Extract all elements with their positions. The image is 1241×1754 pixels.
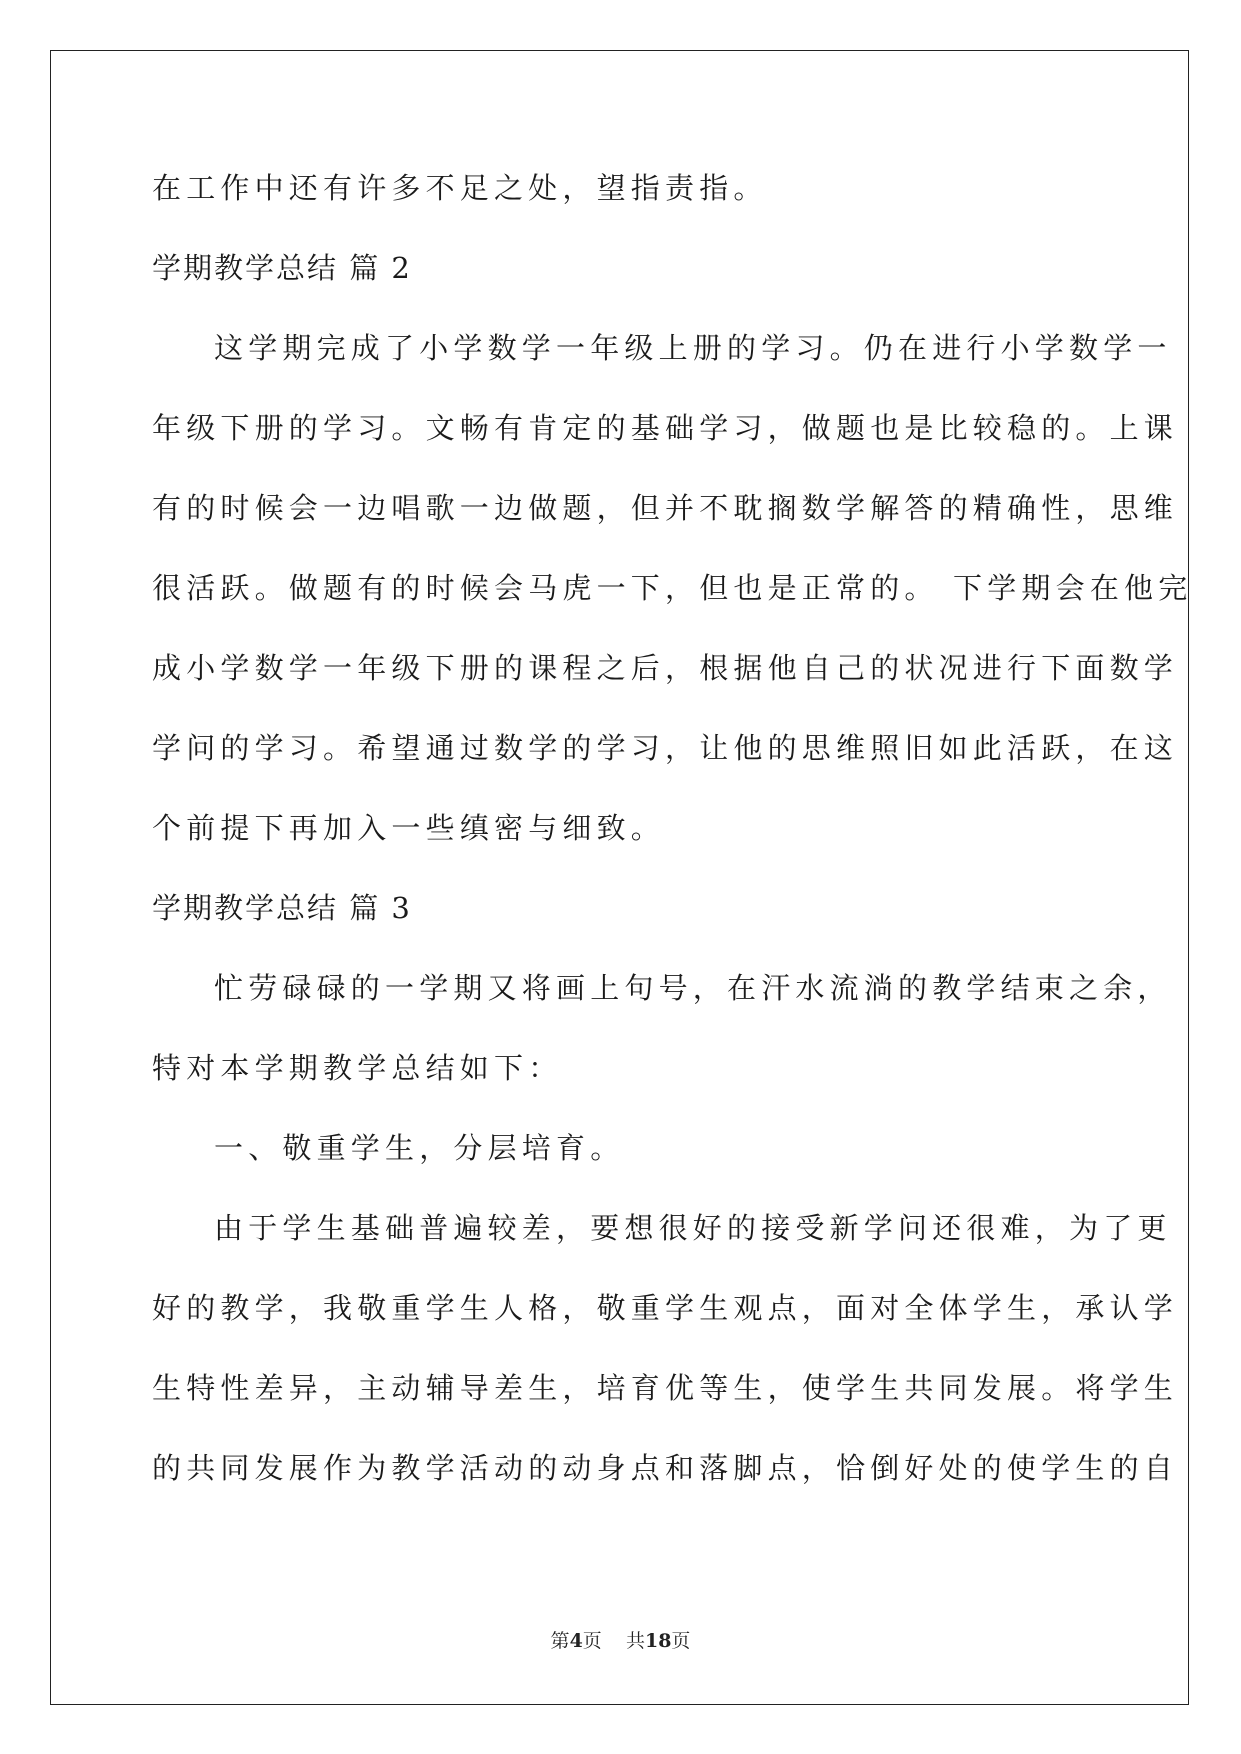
paragraph-line: 好的教学，我敬重学生人格，敬重学生观点，面对全体学生，承认学 [152,1291,1179,1325]
section-heading: 学期教学总结 篇 2 [152,251,412,285]
subheading-line: 一、敬重学生，分层培育。 [214,1131,625,1165]
paragraph-line: 这学期完成了小学数学一年级上册的学习。仍在进行小学数学一 [214,331,1172,365]
paragraph-line: 很活跃。做题有的时候会马虎一下，但也是正常的。 下学期会在他完 [152,571,1193,605]
paragraph-line: 的共同发展作为教学活动的动身点和落脚点，恰倒好处的使学生的自 [152,1451,1179,1485]
paragraph-line: 由于学生基础普遍较差，要想很好的接受新学问还很难，为了更 [214,1211,1172,1245]
paragraph-line: 忙劳碌碌的一学期又将画上句号，在汗水流淌的教学结束之余， [214,971,1172,1005]
section-heading: 学期教学总结 篇 3 [152,891,412,925]
document-body [152,168,1193,1528]
paragraph-line: 学问的学习。希望通过数学的学习，让他的思维照旧如此活跃，在这 [152,731,1179,765]
page-footer [0,1629,1241,1653]
paragraph-line: 有的时候会一边唱歌一边做题，但并不耽搁数学解答的精确性，思维 [152,491,1179,525]
footer-middle: 页 共 [582,1630,645,1652]
current-page-number: 4 [569,1630,583,1652]
paragraph-line: 在工作中还有许多不足之处，望指责指。 [152,171,768,205]
paragraph-line: 年级下册的学习。文畅有肯定的基础学习，做题也是比较稳的。上课 [152,411,1179,445]
footer-prefix: 第 [550,1630,570,1652]
total-pages-number: 18 [644,1630,672,1652]
footer-suffix: 页 [671,1630,691,1652]
paragraph-line: 生特性差异，主动辅导差生，培育优等生，使学生共同发展。将学生 [152,1371,1179,1405]
paragraph-line: 个前提下再加入一些缜密与细致。 [152,811,666,845]
paragraph-line: 特对本学期教学总结如下： [152,1051,563,1085]
paragraph-line: 成小学数学一年级下册的课程之后，根据他自己的状况进行下面数学 [152,651,1179,685]
